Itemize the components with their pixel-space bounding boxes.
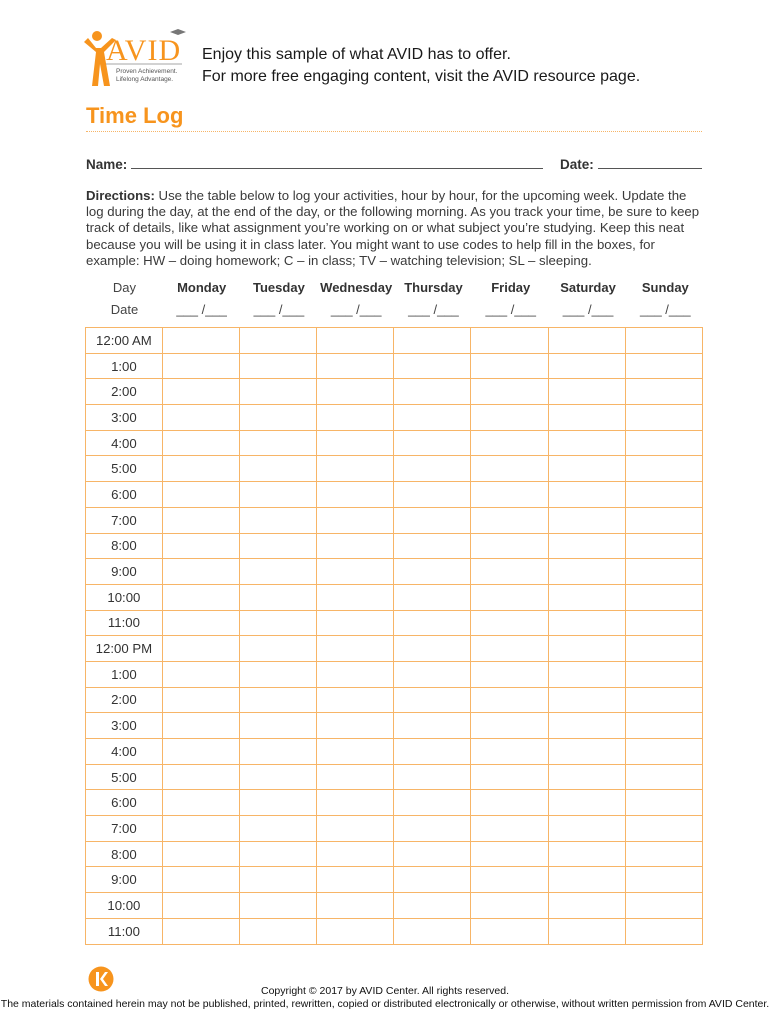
log-cell[interactable] bbox=[394, 379, 471, 405]
promo-line-2: For more free engaging content, visit the AVID resource page. bbox=[202, 68, 641, 85]
log-cell[interactable] bbox=[239, 533, 316, 559]
time-label: 7:00 bbox=[86, 507, 163, 533]
log-cell[interactable] bbox=[394, 353, 471, 379]
name-label: Name: bbox=[86, 157, 128, 172]
time-label: 1:00 bbox=[86, 661, 163, 687]
log-cell[interactable] bbox=[548, 687, 625, 713]
time-label: 3:00 bbox=[86, 713, 163, 739]
time-label: 4:00 bbox=[86, 739, 163, 765]
log-cell[interactable] bbox=[239, 636, 316, 662]
log-cell[interactable] bbox=[239, 584, 316, 610]
log-cell[interactable] bbox=[471, 816, 548, 842]
name-field[interactable] bbox=[86, 156, 543, 172]
table-row bbox=[86, 507, 703, 533]
log-cell[interactable] bbox=[548, 507, 625, 533]
time-label: 6:00 bbox=[86, 482, 163, 508]
day-header: Friday bbox=[491, 280, 531, 295]
svg-text:AVID: AVID bbox=[106, 34, 182, 67]
title-divider bbox=[86, 131, 702, 132]
table-row bbox=[86, 661, 703, 687]
log-cell[interactable] bbox=[162, 816, 239, 842]
directions-text: Use the table below to log your activities, hour by hour, for the upcoming week. Update the log during the day, at the end of the day, or the following morning. As you track your time, be sure to keep track of details, like what assignment you’re working on or what subject you’re studying. Keep this neat because you will be using it in class later. You might want to use codes to help fill in the boxes, for example: HW – doing homework; C – in class; TV – watching television; SL – sleeping. bbox=[86, 188, 700, 268]
log-cell[interactable] bbox=[548, 661, 625, 687]
log-cell[interactable] bbox=[548, 816, 625, 842]
log-cell[interactable] bbox=[317, 636, 394, 662]
log-cell[interactable] bbox=[548, 482, 625, 508]
date-blank-cell[interactable]: ___ /___ bbox=[253, 302, 305, 317]
log-cell[interactable] bbox=[239, 379, 316, 405]
log-cell[interactable] bbox=[317, 610, 394, 636]
time-label: 11:00 bbox=[86, 918, 163, 944]
log-cell[interactable] bbox=[471, 559, 548, 585]
log-cell[interactable] bbox=[394, 533, 471, 559]
promo-line-1: Enjoy this sample of what AVID has to offer. bbox=[202, 46, 511, 63]
log-cell[interactable] bbox=[317, 482, 394, 508]
log-cell[interactable] bbox=[317, 430, 394, 456]
table-row bbox=[86, 482, 703, 508]
log-cell[interactable] bbox=[162, 687, 239, 713]
log-cell[interactable] bbox=[471, 687, 548, 713]
log-cell[interactable] bbox=[471, 610, 548, 636]
date-label: Date: bbox=[560, 157, 594, 172]
log-cell[interactable] bbox=[162, 867, 239, 893]
log-cell[interactable] bbox=[239, 893, 316, 919]
date-blank-cell[interactable]: ___ /___ bbox=[485, 302, 537, 317]
log-cell[interactable] bbox=[394, 893, 471, 919]
avid-figure-logo-icon bbox=[82, 28, 188, 90]
time-label: 1:00 bbox=[86, 353, 163, 379]
log-cell[interactable] bbox=[239, 687, 316, 713]
table-row bbox=[86, 353, 703, 379]
log-cell[interactable] bbox=[239, 790, 316, 816]
log-cell[interactable] bbox=[239, 353, 316, 379]
date-row-label: Date bbox=[110, 302, 139, 317]
log-cell[interactable] bbox=[162, 328, 239, 354]
log-cell[interactable] bbox=[471, 918, 548, 944]
day-header: Wednesday bbox=[320, 280, 393, 295]
time-label: 5:00 bbox=[86, 764, 163, 790]
table-row bbox=[86, 456, 703, 482]
log-cell[interactable] bbox=[394, 405, 471, 431]
table-row bbox=[86, 764, 703, 790]
log-cell[interactable] bbox=[394, 918, 471, 944]
time-label: 10:00 bbox=[86, 584, 163, 610]
log-cell[interactable] bbox=[317, 353, 394, 379]
log-cell[interactable] bbox=[239, 764, 316, 790]
log-cell[interactable] bbox=[394, 610, 471, 636]
time-label: 12:00 PM bbox=[86, 636, 163, 662]
table-row bbox=[86, 918, 703, 944]
log-cell[interactable] bbox=[625, 739, 702, 765]
log-cell[interactable] bbox=[625, 790, 702, 816]
log-cell[interactable] bbox=[548, 379, 625, 405]
log-cell[interactable] bbox=[548, 841, 625, 867]
time-label: 7:00 bbox=[86, 816, 163, 842]
log-cell[interactable] bbox=[394, 584, 471, 610]
materials-notice: The materials contained herein may not be published, printed, rewritten, copied or distributed electronically or otherwise, without written permission from AVID Center. bbox=[0, 998, 770, 1010]
day-header: Tuesday bbox=[253, 280, 305, 295]
log-cell[interactable] bbox=[162, 764, 239, 790]
log-cell[interactable] bbox=[317, 816, 394, 842]
log-cell[interactable] bbox=[394, 841, 471, 867]
time-label: 9:00 bbox=[86, 867, 163, 893]
log-cell[interactable] bbox=[162, 893, 239, 919]
log-cell[interactable] bbox=[239, 482, 316, 508]
date-blank-cell[interactable]: ___ /___ bbox=[408, 302, 459, 317]
log-cell[interactable] bbox=[548, 405, 625, 431]
log-cell[interactable] bbox=[548, 328, 625, 354]
log-cell[interactable] bbox=[548, 456, 625, 482]
time-label: 2:00 bbox=[86, 687, 163, 713]
log-cell[interactable] bbox=[548, 739, 625, 765]
log-cell[interactable] bbox=[162, 353, 239, 379]
log-cell[interactable] bbox=[394, 713, 471, 739]
log-cell[interactable] bbox=[162, 405, 239, 431]
log-cell[interactable] bbox=[625, 482, 702, 508]
table-row bbox=[86, 610, 703, 636]
log-cell[interactable] bbox=[239, 816, 316, 842]
time-label: 11:00 bbox=[86, 610, 163, 636]
log-cell[interactable] bbox=[548, 790, 625, 816]
log-cell[interactable] bbox=[394, 790, 471, 816]
log-cell[interactable] bbox=[471, 405, 548, 431]
log-cell[interactable] bbox=[471, 430, 548, 456]
log-cell[interactable] bbox=[394, 507, 471, 533]
log-cell[interactable] bbox=[471, 893, 548, 919]
date-field[interactable] bbox=[560, 156, 702, 172]
time-label: 4:00 bbox=[86, 430, 163, 456]
log-cell[interactable] bbox=[317, 764, 394, 790]
day-header: Saturday bbox=[560, 280, 616, 295]
log-cell[interactable] bbox=[471, 482, 548, 508]
log-cell[interactable] bbox=[162, 739, 239, 765]
time-label: 5:00 bbox=[86, 456, 163, 482]
time-label: 10:00 bbox=[86, 893, 163, 919]
log-cell[interactable] bbox=[548, 713, 625, 739]
log-cell[interactable] bbox=[625, 636, 702, 662]
page-title: Time Log bbox=[86, 103, 184, 128]
log-cell[interactable] bbox=[162, 610, 239, 636]
log-cell[interactable] bbox=[625, 610, 702, 636]
log-cell[interactable] bbox=[394, 456, 471, 482]
table-row bbox=[86, 893, 703, 919]
log-cell[interactable] bbox=[625, 328, 702, 354]
log-cell[interactable] bbox=[239, 713, 316, 739]
log-cell[interactable] bbox=[548, 559, 625, 585]
log-cell[interactable] bbox=[317, 379, 394, 405]
log-cell[interactable] bbox=[317, 507, 394, 533]
log-cell[interactable] bbox=[471, 739, 548, 765]
log-cell[interactable] bbox=[548, 867, 625, 893]
log-cell[interactable] bbox=[548, 533, 625, 559]
log-cell[interactable] bbox=[471, 867, 548, 893]
table-row bbox=[86, 816, 703, 842]
log-cell[interactable] bbox=[239, 610, 316, 636]
log-cell[interactable] bbox=[162, 482, 239, 508]
table-row bbox=[86, 687, 703, 713]
promo-text bbox=[202, 44, 640, 88]
directions-label: Directions: bbox=[86, 188, 155, 203]
log-cell[interactable] bbox=[239, 456, 316, 482]
log-cell[interactable] bbox=[162, 584, 239, 610]
avid-logo bbox=[82, 28, 188, 90]
svg-text:Proven Achievement.: Proven Achievement. bbox=[116, 68, 178, 75]
log-cell[interactable] bbox=[239, 430, 316, 456]
day-header: Thursday bbox=[404, 280, 463, 295]
time-label: 8:00 bbox=[86, 533, 163, 559]
table-row bbox=[86, 379, 703, 405]
log-cell[interactable] bbox=[625, 841, 702, 867]
log-cell[interactable] bbox=[317, 918, 394, 944]
time-label: 2:00 bbox=[86, 379, 163, 405]
log-cell[interactable] bbox=[625, 687, 702, 713]
log-cell[interactable] bbox=[471, 456, 548, 482]
time-label: 8:00 bbox=[86, 841, 163, 867]
log-cell[interactable] bbox=[162, 430, 239, 456]
svg-text:Lifelong Advantage.: Lifelong Advantage. bbox=[116, 76, 174, 83]
log-cell[interactable] bbox=[317, 328, 394, 354]
log-cell[interactable] bbox=[471, 841, 548, 867]
log-cell[interactable] bbox=[162, 713, 239, 739]
log-cell[interactable] bbox=[625, 430, 702, 456]
log-cell[interactable] bbox=[239, 867, 316, 893]
log-cell[interactable] bbox=[394, 482, 471, 508]
log-cell[interactable] bbox=[625, 533, 702, 559]
table-row bbox=[86, 328, 703, 354]
log-cell[interactable] bbox=[394, 661, 471, 687]
log-cell[interactable] bbox=[625, 456, 702, 482]
log-cell[interactable] bbox=[162, 456, 239, 482]
log-cell[interactable] bbox=[471, 790, 548, 816]
log-cell[interactable] bbox=[394, 559, 471, 585]
log-cell[interactable] bbox=[162, 507, 239, 533]
log-cell[interactable] bbox=[625, 584, 702, 610]
date-blank-cell[interactable]: ___ /___ bbox=[640, 302, 691, 317]
table-row bbox=[86, 841, 703, 867]
log-cell[interactable] bbox=[394, 816, 471, 842]
log-cell[interactable] bbox=[162, 533, 239, 559]
table-row bbox=[86, 430, 703, 456]
log-cell[interactable] bbox=[548, 893, 625, 919]
log-cell[interactable] bbox=[471, 328, 548, 354]
log-cell[interactable] bbox=[394, 739, 471, 765]
log-cell[interactable] bbox=[162, 636, 239, 662]
directions-paragraph bbox=[86, 188, 702, 269]
table-row bbox=[86, 533, 703, 559]
log-cell[interactable] bbox=[394, 636, 471, 662]
date-blank[interactable] bbox=[598, 156, 702, 169]
log-cell[interactable] bbox=[548, 430, 625, 456]
log-cell[interactable] bbox=[317, 790, 394, 816]
log-cell[interactable] bbox=[162, 661, 239, 687]
log-cell[interactable] bbox=[317, 533, 394, 559]
log-cell[interactable] bbox=[548, 610, 625, 636]
log-cell[interactable] bbox=[394, 764, 471, 790]
table-row bbox=[86, 790, 703, 816]
log-cell[interactable] bbox=[394, 328, 471, 354]
log-cell[interactable] bbox=[548, 353, 625, 379]
log-cell[interactable] bbox=[317, 713, 394, 739]
log-cell[interactable] bbox=[239, 507, 316, 533]
name-blank[interactable] bbox=[131, 156, 543, 169]
log-cell[interactable] bbox=[625, 559, 702, 585]
time-label: 9:00 bbox=[86, 559, 163, 585]
log-cell[interactable] bbox=[625, 816, 702, 842]
log-cell[interactable] bbox=[471, 584, 548, 610]
log-cell[interactable] bbox=[625, 507, 702, 533]
time-label: 6:00 bbox=[86, 790, 163, 816]
log-cell[interactable] bbox=[162, 559, 239, 585]
log-cell[interactable] bbox=[548, 918, 625, 944]
log-cell[interactable] bbox=[471, 636, 548, 662]
log-cell[interactable] bbox=[625, 405, 702, 431]
log-cell[interactable] bbox=[317, 687, 394, 713]
copyright-text: Copyright © 2017 by AVID Center. All rights reserved. bbox=[261, 985, 509, 997]
log-cell[interactable] bbox=[239, 739, 316, 765]
log-cell[interactable] bbox=[239, 328, 316, 354]
table-row bbox=[86, 867, 703, 893]
day-header: Monday bbox=[177, 280, 227, 295]
date-blank-cell[interactable]: ___ /___ bbox=[562, 302, 614, 317]
log-cell[interactable] bbox=[625, 661, 702, 687]
log-cell[interactable] bbox=[471, 353, 548, 379]
day-label: Day bbox=[112, 280, 137, 295]
log-cell[interactable] bbox=[239, 559, 316, 585]
log-cell[interactable] bbox=[625, 764, 702, 790]
log-cell[interactable] bbox=[548, 584, 625, 610]
table-row bbox=[86, 739, 703, 765]
table-row bbox=[86, 559, 703, 585]
table-row bbox=[86, 713, 703, 739]
time-log-table bbox=[85, 327, 703, 945]
time-label: 3:00 bbox=[86, 405, 163, 431]
log-cell[interactable] bbox=[471, 764, 548, 790]
log-cell[interactable] bbox=[625, 893, 702, 919]
log-cell[interactable] bbox=[394, 687, 471, 713]
log-cell[interactable] bbox=[162, 841, 239, 867]
log-cell[interactable] bbox=[394, 867, 471, 893]
log-cell[interactable] bbox=[471, 713, 548, 739]
log-cell[interactable] bbox=[548, 764, 625, 790]
log-cell[interactable] bbox=[625, 867, 702, 893]
table-row bbox=[86, 584, 703, 610]
table-row bbox=[86, 636, 703, 662]
log-cell[interactable] bbox=[548, 636, 625, 662]
date-blank-cell[interactable]: ___ /___ bbox=[176, 302, 227, 317]
log-cell[interactable] bbox=[162, 379, 239, 405]
day-header-row bbox=[86, 280, 704, 300]
log-cell[interactable] bbox=[471, 379, 548, 405]
log-cell[interactable] bbox=[625, 918, 702, 944]
log-cell[interactable] bbox=[317, 456, 394, 482]
log-cell[interactable] bbox=[625, 353, 702, 379]
log-cell[interactable] bbox=[239, 918, 316, 944]
log-cell[interactable] bbox=[239, 405, 316, 431]
log-cell[interactable] bbox=[471, 661, 548, 687]
log-cell[interactable] bbox=[239, 841, 316, 867]
log-cell[interactable] bbox=[317, 584, 394, 610]
log-cell[interactable] bbox=[317, 661, 394, 687]
date-header-row bbox=[86, 302, 704, 322]
log-cell[interactable] bbox=[471, 533, 548, 559]
log-cell[interactable] bbox=[162, 918, 239, 944]
log-cell[interactable] bbox=[317, 405, 394, 431]
log-cell[interactable] bbox=[317, 559, 394, 585]
log-cell[interactable] bbox=[317, 841, 394, 867]
time-label: 12:00 AM bbox=[86, 328, 163, 354]
log-cell[interactable] bbox=[625, 379, 702, 405]
log-cell[interactable] bbox=[317, 867, 394, 893]
day-header: Sunday bbox=[641, 280, 689, 295]
log-cell[interactable] bbox=[625, 713, 702, 739]
log-cell[interactable] bbox=[317, 893, 394, 919]
table-row bbox=[86, 405, 703, 431]
log-cell[interactable] bbox=[471, 507, 548, 533]
log-cell[interactable] bbox=[239, 661, 316, 687]
date-blank-cell[interactable]: ___ /___ bbox=[330, 302, 382, 317]
log-cell[interactable] bbox=[162, 790, 239, 816]
log-cell[interactable] bbox=[394, 430, 471, 456]
log-cell[interactable] bbox=[317, 739, 394, 765]
